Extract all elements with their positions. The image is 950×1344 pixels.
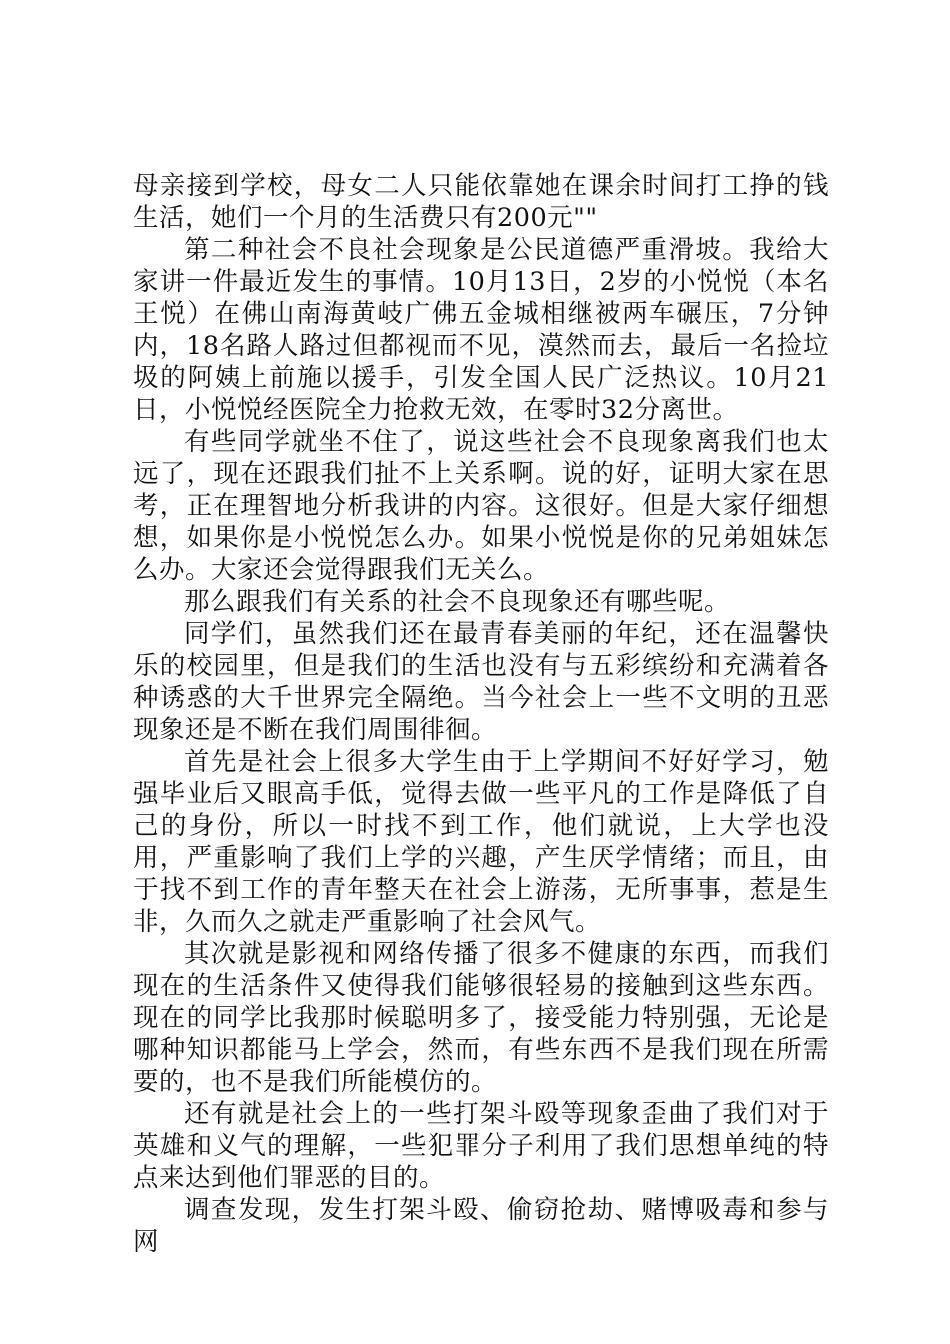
paragraph: 有些同学就坐不住了，说这些社会不良现象离我们也太远了，现在还跟我们扯不上关系啊。说的好，证明大家在思考，正在理智地分析我讲的内容。这很好。但是大家仔细想想，如果你是小悦悦怎么办。如果小悦悦是你的兄弟姐妹怎么办。大家还会觉得跟我们无关么。: [133, 427, 829, 585]
paragraph: 其次就是影视和网络传播了很多不健康的东西，而我们现在的生活条件又使得我们能够很轻易的接触到这些东西。现在的同学比我那时候聪明多了，接受能力特别强，无论是哪种知识都能马上学会，然而，有些东西不是我们现在所需要的，也不是我们所能模仿的。: [133, 939, 829, 1097]
paragraph: 首先是社会上很多大学生由于上学期间不好好学习，勉强毕业后又眼高手低，觉得去做一些平凡的工作是降低了自己的身份，所以一时找不到工作，他们就说，上大学也没用，严重影响了我们上学的兴趣，产生厌学情绪；而且，由于找不到工作的青年整天在社会上游荡，无所事事，惹是生非，久而久之就走严重影响了社会风气。: [133, 747, 829, 937]
paragraph: 调查发现，发生打架斗殴、偷窃抢劫、赌博吸毒和参与网: [133, 1195, 829, 1257]
paragraph: 同学们，虽然我们还在最青春美丽的年纪，还在温馨快乐的校园里，但是我们的生活也没有与五彩缤纷和充满着各种诱惑的大千世界完全隔绝。当今社会上一些不文明的丑恶现象还是不断在我们周围徘徊。: [133, 619, 829, 745]
paragraph-continuation: 母亲接到学校，母女二人只能依靠她在课余时间打工挣的钱生活，她们一个月的生活费只有200元"": [133, 171, 829, 233]
paragraph: 还有就是社会上的一些打架斗殴等现象歪曲了我们对于英雄和义气的理解，一些犯罪分子利用了我们思想单纯的特点来达到他们罪恶的目的。: [133, 1099, 829, 1193]
document-body: [133, 170, 829, 1258]
paragraph: 第二种社会不良社会现象是公民道德严重滑坡。我给大家讲一件最近发生的事情。10月13日，2岁的小悦悦（本名王悦）在佛山南海黄岐广佛五金城相继被两车碾压，7分钟内，18名路人路过但都视而不见，漠然而去，最后一名捡垃圾的阿姨上前施以援手，引发全国人民广泛热议。10月21日，小悦悦经医院全力抢救无效，在零时32分离世。: [133, 235, 829, 425]
paragraph: 那么跟我们有关系的社会不良现象还有哪些呢。: [184, 587, 731, 617]
